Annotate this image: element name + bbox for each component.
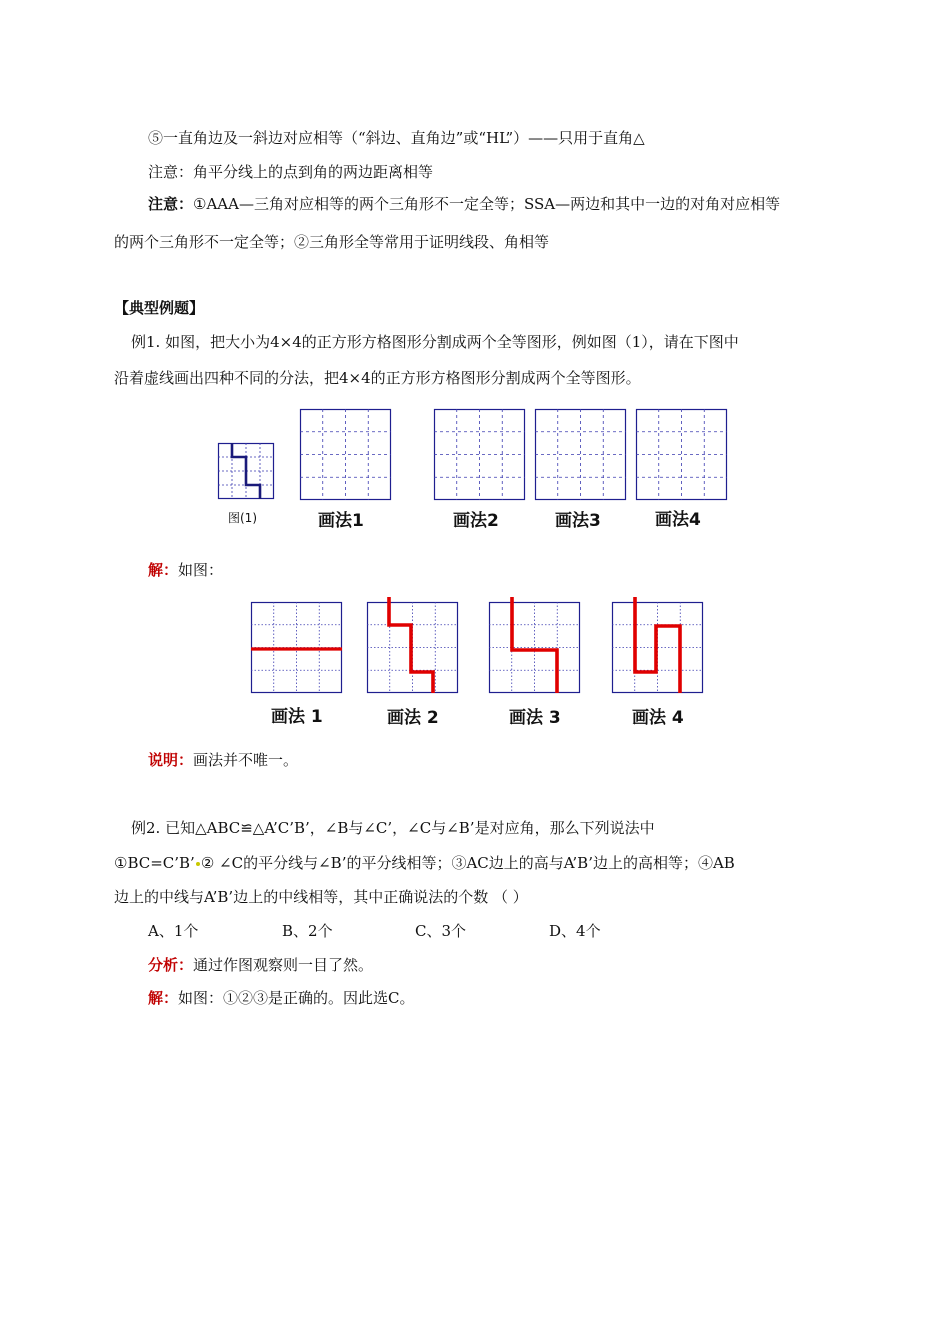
example1-solution (148, 560, 223, 580)
blank-caption-3: 画法3 (555, 511, 601, 531)
note-label: 注意： (148, 195, 194, 213)
note-text-a: ①AAA—三角对应相等的两个三角形不一定全等；SSA—两边和其中一边的对角对应相等 (193, 195, 781, 213)
example2-item1: ①BC=C’B’ (114, 854, 195, 872)
example1-line2: 沿着虚线画出四种不同的分法，把4×4的正方形方格图形分割成两个全等图形。 (114, 369, 641, 387)
figure-1-grid (218, 443, 274, 499)
solution2-label: 解： (148, 989, 179, 1007)
blank-caption-1: 画法1 (318, 511, 364, 531)
criterion-hl: ⑤一直角边及一斜边对应相等（“斜边、直角边”或“HL”）——只用于直角△ (148, 129, 645, 147)
note-text: 画法并不唯一。 (193, 751, 299, 769)
example2-line2 (114, 853, 735, 873)
blank-caption-2: 画法2 (453, 511, 499, 531)
answer-caption-3: 画法 3 (509, 708, 561, 728)
analysis-label: 分析： (148, 956, 194, 974)
example2-analysis (148, 955, 373, 975)
example2-line1: 例2. 已知△ABC≌△A’C’B’，∠B与∠C’，∠C与∠B’是对应角，那么下列说法中 (131, 819, 655, 837)
example1-note (148, 750, 298, 770)
option-b: B、2个 (282, 922, 333, 940)
answer-grid-1 (251, 602, 342, 693)
option-a: A、1个 (148, 922, 199, 940)
note-aaa-ssa-line1 (148, 194, 780, 214)
answer-grid-2 (367, 602, 458, 693)
solution-label: 解： (148, 561, 179, 579)
blank-grid-1 (300, 409, 391, 500)
example2-items234: ② ∠C的平分线与∠B’的平分线相等；③AC边上的高与A’B’边上的高相等；④AB (200, 854, 735, 872)
note-aaa-ssa-line2: 的两个三角形不一定全等；②三角形全等常用于证明线段、角相等 (114, 233, 550, 251)
blank-grid-2 (434, 409, 525, 500)
figure-1-caption: 图(1) (228, 511, 257, 525)
answer-grid-4 (612, 602, 703, 693)
answer-grid-3 (489, 602, 580, 693)
example1-line1: 例1. 如图，把大小为4×4的正方形方格图形分割成两个全等图形，例如图（1），请在下图中 (131, 333, 739, 351)
cursor-marker-icon (196, 862, 200, 866)
answer-caption-2: 画法 2 (387, 708, 439, 728)
option-c: C、3个 (415, 922, 467, 940)
analysis-text: 通过作图观察则一目了然。 (193, 956, 374, 974)
example2-line3: 边上的中线与A’B’边上的中线相等，其中正确说法的个数 （ ） (114, 888, 528, 906)
note-angle-bisector: 注意：角平分线上的点到角的两边距离相等 (148, 163, 434, 181)
solution-text: 如图： (178, 561, 224, 579)
examples-heading: 【典型例题】 (114, 299, 205, 317)
option-d: D、4个 (549, 922, 601, 940)
answer-caption-1: 画法 1 (271, 707, 323, 727)
note-label-red: 说明： (148, 751, 194, 769)
blank-caption-4: 画法4 (655, 510, 701, 530)
answer-caption-4: 画法 4 (632, 708, 684, 728)
blank-grid-4 (636, 409, 727, 500)
blank-grid-3 (535, 409, 626, 500)
solution2-text: 如图：①②③是正确的。因此选C。 (178, 989, 415, 1007)
example2-solution (148, 988, 415, 1008)
